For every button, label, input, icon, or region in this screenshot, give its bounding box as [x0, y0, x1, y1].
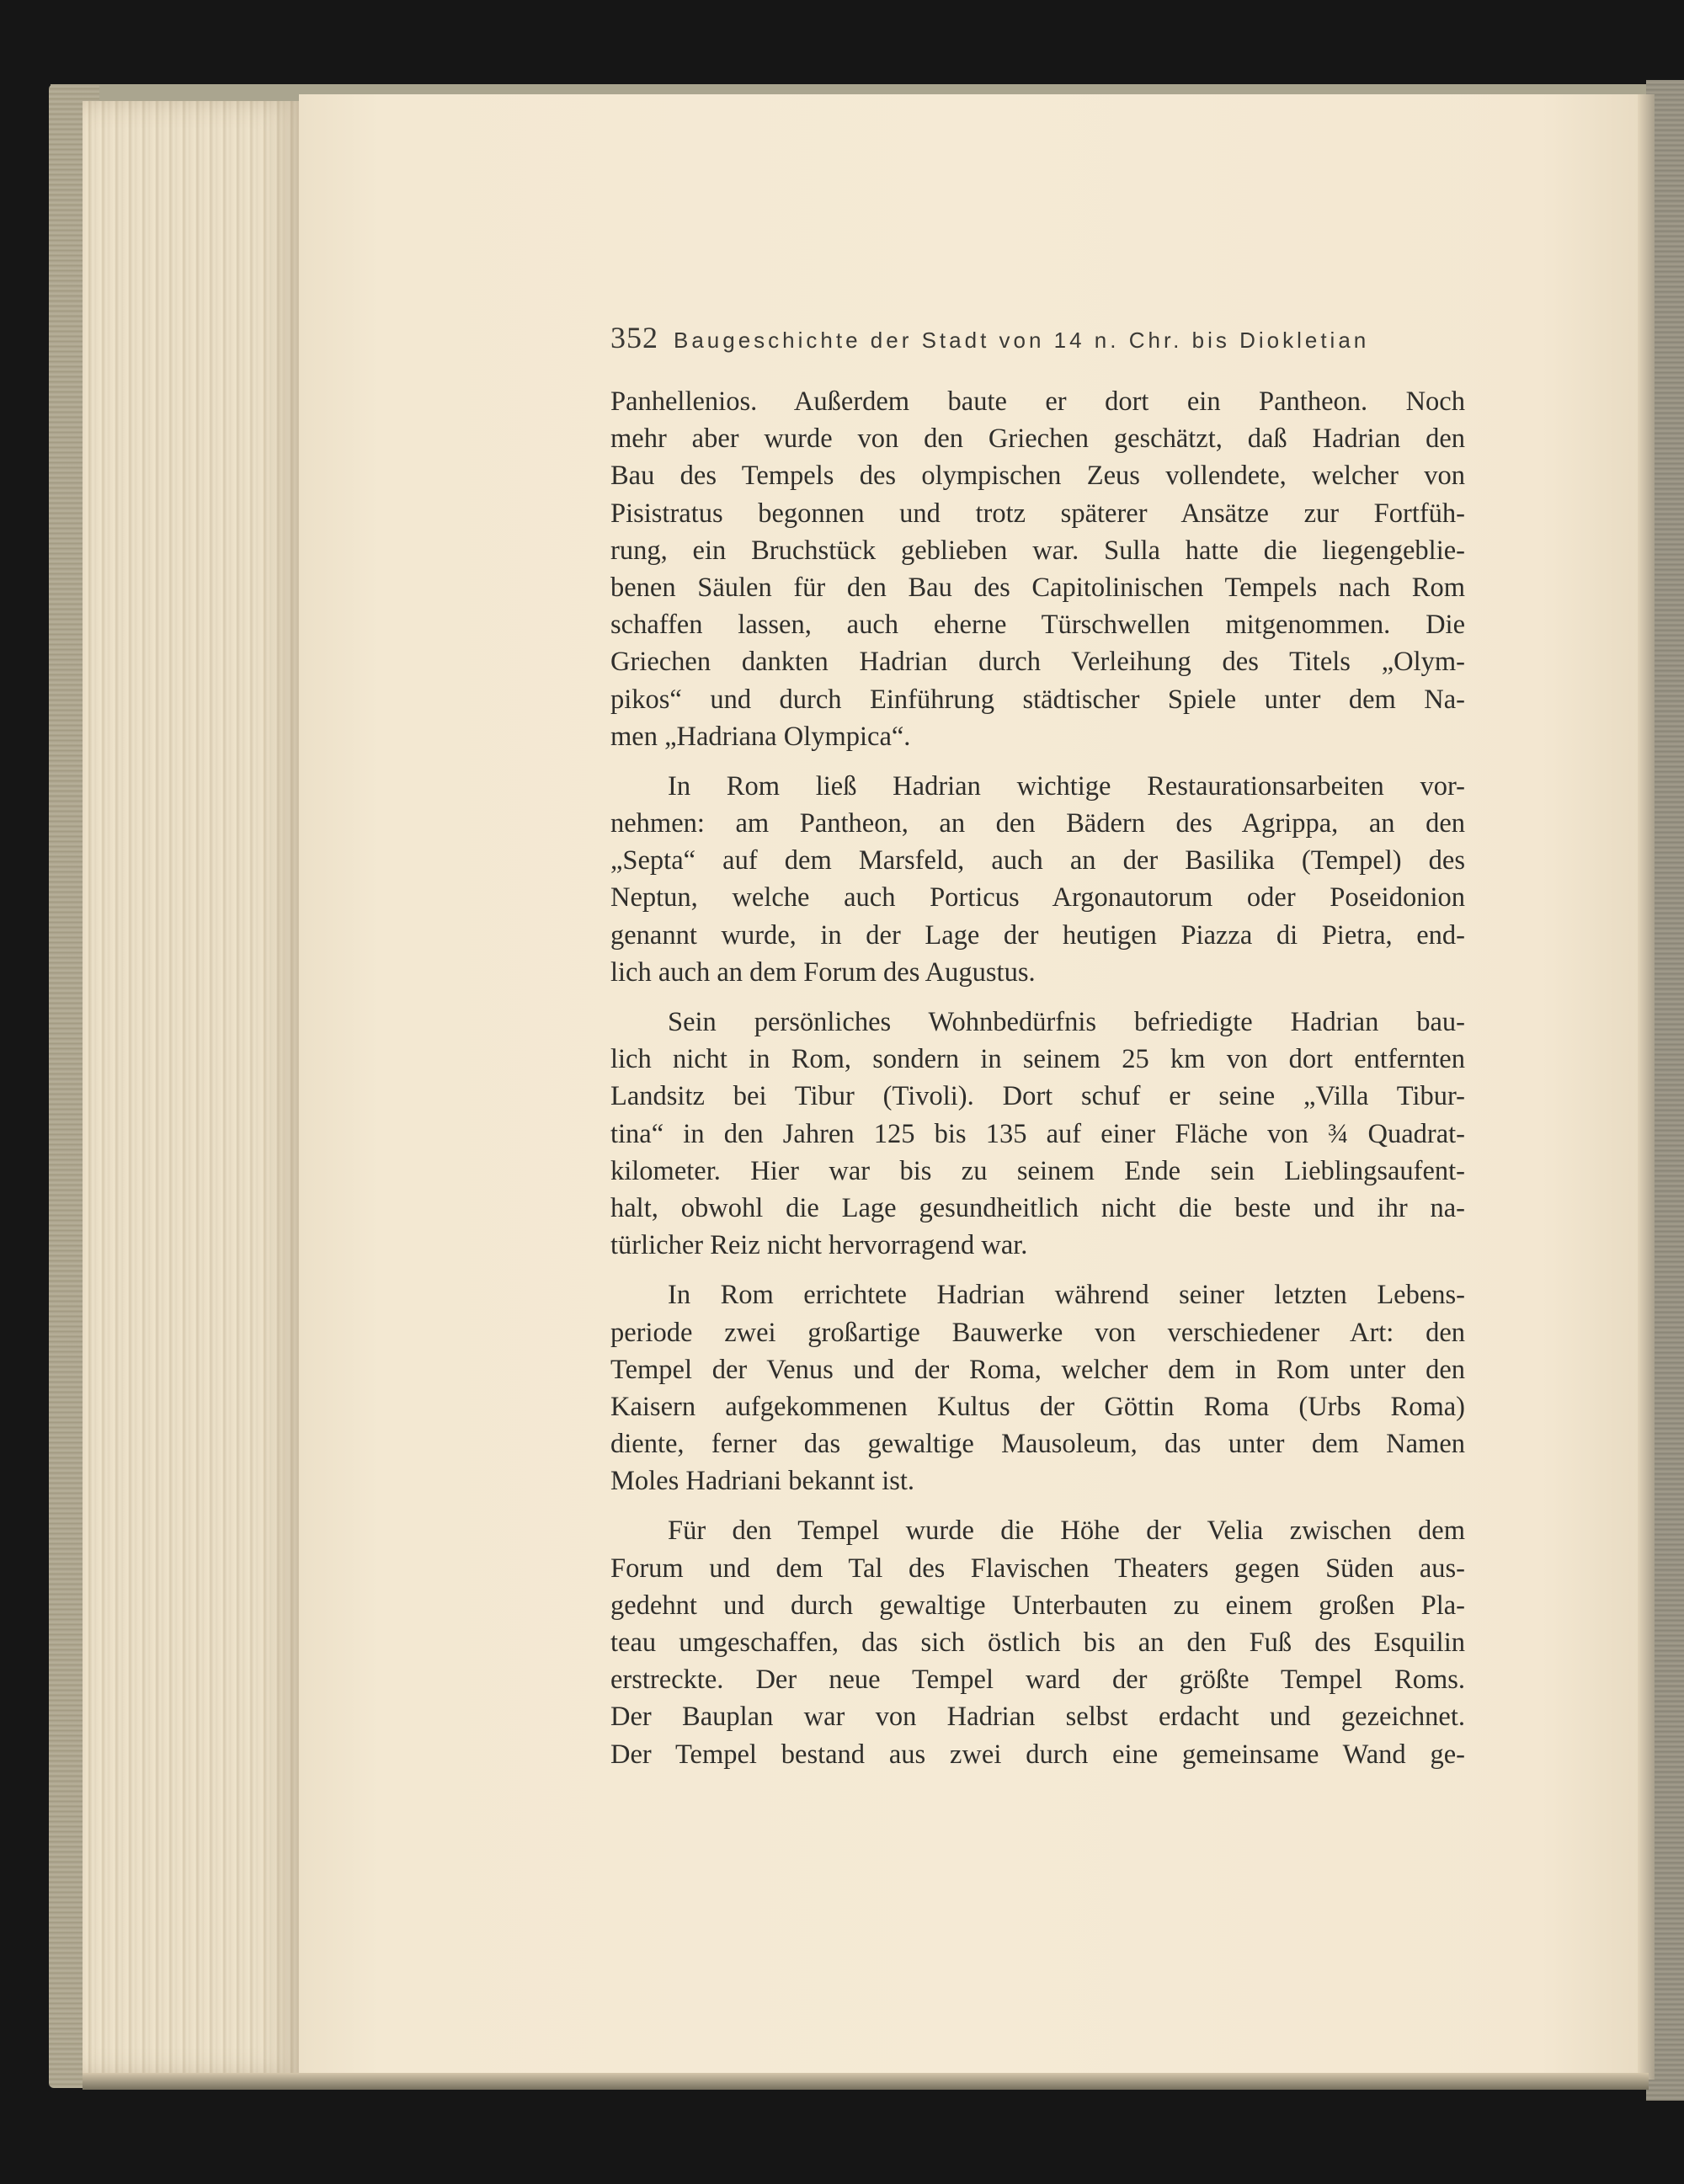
- text-line: diente, ferner das gewaltige Mausoleum, das unter dem Namen: [610, 1429, 1465, 1460]
- paragraph-2: [610, 768, 1465, 991]
- text-line: pikos“ und durch Einführung städtischer Spiele unter dem Na-: [610, 684, 1465, 715]
- text-line: Landsitz bei Tibur (Tivoli). Dort schuf er seine „Villa Tibur-: [610, 1081, 1465, 1112]
- page-gutter-shadow: [1638, 94, 1655, 2080]
- paragraph-4: [610, 1276, 1465, 1500]
- text-line: In Rom errichtete Hadrian während seiner letzten Lebens-: [668, 1280, 1465, 1311]
- paragraph-5: [610, 1512, 1465, 1772]
- text-line: In Rom ließ Hadrian wichtige Restaurationsarbeiten vor-: [668, 770, 1465, 802]
- page-stack-edges: [83, 101, 301, 2075]
- text-line: Der Tempel bestand aus zwei durch eine gemeinsame Wand ge-: [610, 1739, 1465, 1770]
- text-line: Für den Tempel wurde die Höhe der Velia zwischen dem: [668, 1515, 1465, 1547]
- paragraph-1: [610, 383, 1465, 755]
- text-line: Pisistratus begonnen und trotz späterer Ansätze zur Fortfüh-: [610, 498, 1465, 529]
- text-line: Neptun, welche auch Porticus Argonautorum oder Poseidonion: [610, 882, 1465, 914]
- text-line: genannt wurde, in der Lage der heutigen Piazza di Pietra, end-: [610, 919, 1465, 951]
- text-line: gedehnt und durch gewaltige Unterbauten zu einem großen Pla-: [610, 1590, 1465, 1621]
- text-line: Der Bauplan war von Hadrian selbst erdacht und gezeichnet.: [610, 1702, 1465, 1733]
- text-line: türlicher Reiz nicht hervorragend war.: [610, 1230, 1028, 1261]
- running-head: [610, 320, 1452, 355]
- text-line: Bau des Tempels des olympischen Zeus vollendete, welcher von: [610, 461, 1465, 492]
- text-line: nehmen: am Pantheon, an den Bädern des Agrippa, an den: [610, 808, 1465, 839]
- text-line: lich nicht in Rom, sondern in seinem 25 km von dort entfernten: [610, 1044, 1465, 1075]
- text-line: halt, obwohl die Lage gesundheitlich nicht die beste und ihr na-: [610, 1192, 1465, 1223]
- text-line: Tempel der Venus und der Roma, welcher dem in Rom unter den: [610, 1354, 1465, 1385]
- page-bottom-edge: [83, 2073, 1649, 2090]
- text-line: „Septa“ auf dem Marsfeld, auch an der Basilika (Tempel) des: [610, 845, 1465, 876]
- text-line: tina“ in den Jahren 125 bis 135 auf einer Fläche von ¾ Quadrat-: [610, 1118, 1465, 1149]
- text-line: lich auch an dem Forum des Augustus.: [610, 956, 1036, 988]
- text-line: Forum und dem Tal des Flavischen Theaters gegen Süden aus-: [610, 1553, 1465, 1584]
- text-line: Kaisern aufgekommenen Kultus der Göttin Roma (Urbs Roma): [610, 1391, 1465, 1422]
- text-line: periode zwei großartige Bauwerke von verschiedener Art: den: [610, 1317, 1465, 1348]
- paragraph-3: [610, 1004, 1465, 1264]
- page-number: 352: [610, 321, 658, 354]
- running-head-title: Baugeschichte der Stadt von 14 n. Chr. bis Diokletian: [674, 328, 1370, 353]
- text-line: Sein persönliches Wohnbedürfnis befriedigte Hadrian bau-: [668, 1007, 1465, 1037]
- body-text: [610, 383, 1465, 1786]
- text-line: benen Säulen für den Bau des Capitolinischen Tempels nach Rom: [610, 572, 1465, 603]
- text-line: erstreckte. Der neue Tempel ward der größte Tempel Roms.: [610, 1665, 1465, 1696]
- text-line: Griechen dankten Hadrian durch Verleihung des Titels „Olym-: [610, 647, 1465, 678]
- text-line: rung, ein Bruchstück geblieben war. Sulla hatte die liegengeblie-: [610, 535, 1465, 566]
- text-line: men „Hadriana Olympica“.: [610, 721, 911, 752]
- text-line: Moles Hadriani bekannt ist.: [610, 1466, 915, 1497]
- text-line: schaffen lassen, auch eherne Türschwellen mitgenommen. Die: [610, 610, 1465, 641]
- text-line: kilometer. Hier war bis zu seinem Ende sein Lieblingsaufent-: [610, 1155, 1465, 1186]
- text-line: mehr aber wurde von den Griechen geschätzt, daß Hadrian den: [610, 423, 1465, 455]
- text-line: teau umgeschaffen, das sich östlich bis an den Fuß des Esquilin: [610, 1627, 1465, 1658]
- text-line: Panhellenios. Außerdem baute er dort ein Pantheon. Noch: [610, 386, 1465, 417]
